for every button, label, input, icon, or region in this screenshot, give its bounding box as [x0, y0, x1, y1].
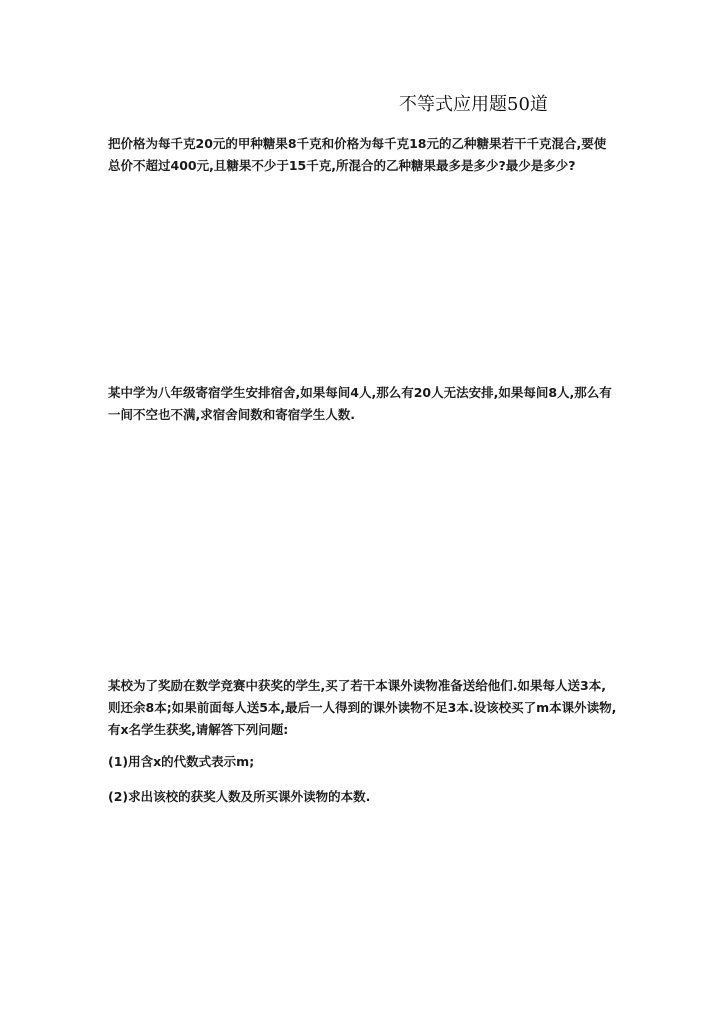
document-title: 不等式应用题50道	[399, 94, 548, 115]
problem-3-subquestion-1: (1)用含x的代数式表示m;	[108, 754, 255, 769]
problem-3-subquestion-2: (2)求出该校的获奖人数及所买课外读物的本数.	[108, 789, 371, 804]
problem-1	[108, 133, 618, 177]
problem-2-text: 某中学为八年级寄宿学生安排宿舍,如果每间4人,那么有20人无法安排,如果每间8人,那么有一间不空也不满,求宿舍间数和寄宿学生人数.	[108, 385, 612, 422]
problem-3-text: 某校为了奖励在数学竞赛中获奖的学生,买了若干本课外读物准备送给他们.如果每人送3本,则还余8本;如果前面每人送5本,最后一人得到的课外读物不足3本.设该校买了m本课外读物,有x名学生获奖,请解答下列问题:	[108, 678, 617, 737]
problem-2	[108, 382, 618, 426]
problem-3	[108, 675, 618, 741]
problem-1-text: 把价格为每千克20元的甲种糖果8千克和价格为每千克18元的乙种糖果若干千克混合,要使总价不超过400元,且糖果不少于15千克,所混合的乙种糖果最多是多少?最少是多少?	[108, 136, 607, 173]
